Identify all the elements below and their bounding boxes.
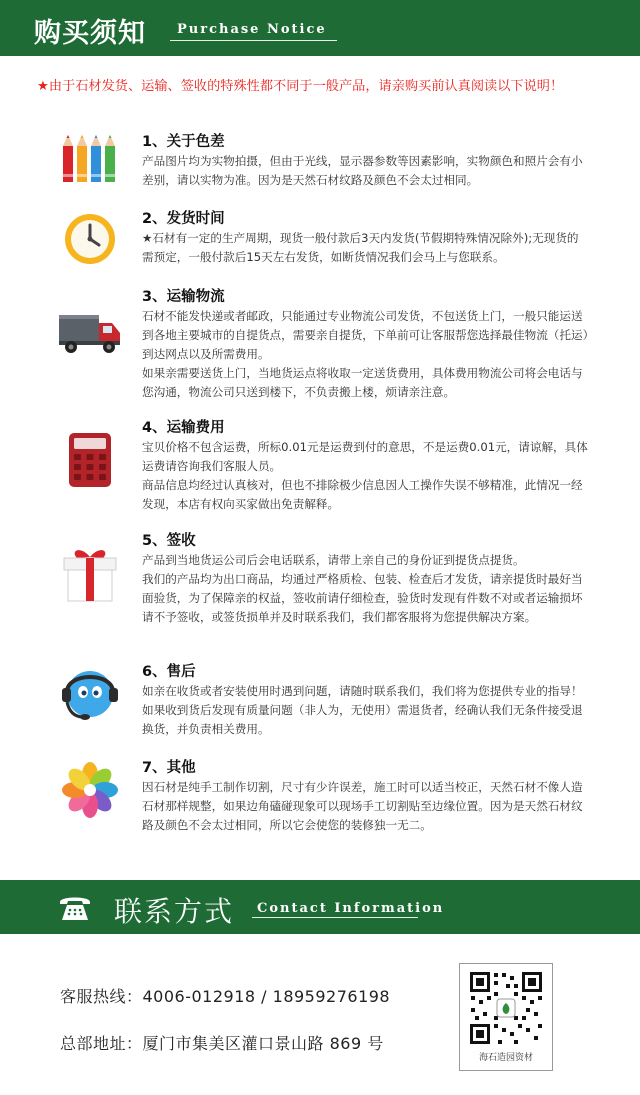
hotline-text: 客服热线：4006-012918 / 18959276198 [60, 987, 391, 1006]
section-paragraph: 石材不能发快递或者邮政，只能通过专业物流公司发货，不包送货上门，一般只能运送到各地主要城市的自提货点，需要亲自提货，下单前可让客服帮您选择最佳物流（托运）到达网点以及所需费用。 [142, 309, 589, 361]
gift-icon [58, 543, 122, 607]
flower-icon [58, 758, 122, 822]
address-text: 总部地址：厦门市集美区灌口景山路 869 号 [60, 1034, 384, 1053]
section-paragraph: 商品信息均经过认真核对，但也不排除极少信息因人工操作失误不够精准，此情况一经发现，本店有权向买家做出免责解释。 [142, 478, 583, 511]
contact-title-cn: 联系方式 [114, 895, 235, 928]
section-body [142, 152, 590, 190]
qr-caption: 海石造园资材 [478, 1053, 533, 1063]
clock-icon [58, 207, 122, 271]
section-body [142, 438, 590, 514]
contact-underline [252, 917, 418, 918]
section-paragraph: 因石材是纯手工制作切割，尺寸有少许误差，施工时可以适当校正，天然石材不像人造石材那样规整，如果边角磕碰现象可以现场手工切割贴至边缘位置。因为是天然石材纹路及颜色不会太过相同，所以它会使您的装修独一无二。 [142, 780, 583, 832]
banner-title-en: Purchase Notice [177, 22, 327, 37]
calculator-icon [58, 428, 122, 492]
section-title: 1、关于色差 [142, 134, 225, 150]
section-body [142, 551, 590, 627]
section-paragraph: 如亲在收货或者安装使用时遇到问题，请随时联系我们，我们将为您提供专业的指导！如果收到货后发现有质量问题（非人为，无使用）需退货者，经确认我们无条件接受退换货，并负责相关费用。 [142, 684, 583, 736]
section-paragraph: 产品图片均为实物拍摄，但由于光线，显示器参数等因素影响，实物颜色和照片会有小差别，请以实物为准。因为是天然石材纹路及颜色不会太过相同。 [142, 154, 583, 187]
telephone-icon [58, 893, 92, 923]
purchase-notice-banner [0, 0, 640, 56]
section-body [142, 307, 590, 402]
section-title: 6、售后 [142, 664, 196, 680]
section-paragraph: 产品到当地货运公司后会电话联系，请带上亲自己的身份证到提货点提货。 [142, 553, 525, 567]
section-body [142, 778, 590, 835]
section-paragraph: 我们的产品均为出口商品，均通过严格质检、包装、检查后才发货，请亲提货时最好当面验货，为了保障亲的权益，签收前请仔细检查，验货时发现有件数不对或者运输损坏请不予签收，或签货损单并及时联系我们，我们都客服将为您提供解决方案。 [142, 572, 583, 624]
pencils-icon [58, 130, 122, 194]
section-paragraph: ★石材有一定的生产周期，现货一般付款后3天内发货(节假期特殊情况除外);无现货的需预定，一般付款后15天左右发货，如断货情况我们会马上与您联系。 [142, 231, 579, 264]
truck-icon [58, 299, 122, 363]
section-title: 2、发货时间 [142, 211, 225, 227]
banner-title-cn: 购买须知 [34, 18, 146, 49]
contact-title-en: Contact Information [257, 901, 445, 916]
section-title: 4、运输费用 [142, 420, 225, 436]
headset-support-icon [58, 662, 122, 726]
qr-code-card [459, 963, 553, 1071]
section-body [142, 229, 590, 267]
notice-text: ★由于石材发货、运输、签收的特殊性都不同于一般产品，请亲购买前认真阅读以下说明！ [37, 79, 564, 94]
qr-code-icon [468, 970, 544, 1046]
section-body [142, 682, 590, 739]
section-paragraph: 如果亲需要送货上门，当地货运点将收取一定送货费用，具体费用物流公司将会电话与您沟通，物流公司只送到楼下，不负责搬上楼，烦请亲注意。 [142, 366, 583, 399]
section-title: 7、其他 [142, 760, 196, 776]
section-paragraph: 宝贝价格不包含运费，所标0.01元是运费到付的意思，不是运费0.01元，请谅解，具体运费请咨询我们客服人员。 [142, 440, 588, 473]
banner-underline [170, 40, 337, 41]
contact-banner [0, 880, 640, 934]
section-title: 3、运输物流 [142, 289, 225, 305]
section-title: 5、签收 [142, 533, 196, 549]
